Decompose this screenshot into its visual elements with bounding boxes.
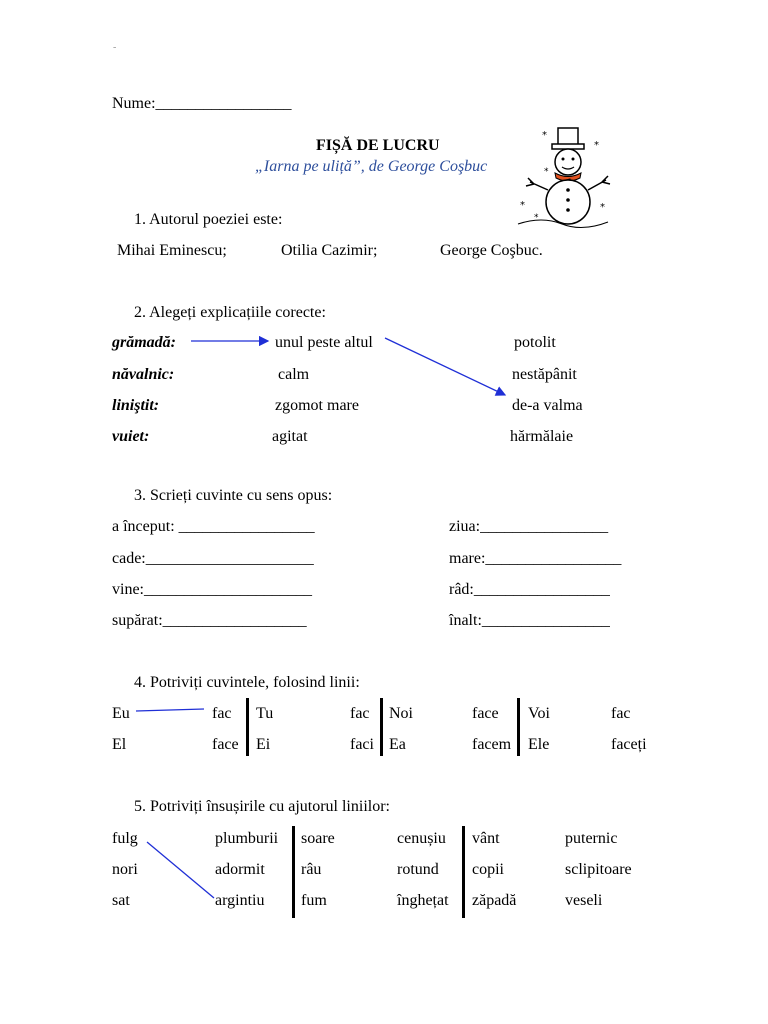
q4-word: face [212,736,239,753]
q3-left-item: vine:_____________________ [112,581,312,598]
q4-question: 4. Potriviți cuvintele, folosind linii: [134,674,360,691]
q2-term: vuiet: [112,428,150,445]
q3-right-item: râd:_________________ [449,581,610,598]
q5-word: zăpadă [472,892,517,909]
q4-word: faceți [611,736,647,753]
q2-middle-option: calm [278,366,310,383]
q4-word: Voi [528,705,550,722]
q2-middle-option: unul peste altul [275,334,373,351]
q5-word: argintiu [215,892,265,909]
q2-middle-option: zgomot mare [275,397,359,414]
q5-word: nori [112,861,138,878]
q2-right-option: potolit [514,334,556,351]
q1-option: Mihai Eminescu; [117,242,227,259]
q5-word: fulg [112,830,138,847]
q4-word: facem [472,736,512,753]
q4-word: face [472,705,499,722]
q2-term: liniştit: [112,397,160,414]
line-fulg-argintiu [147,842,214,898]
q3-right-item: mare:_________________ [449,550,622,567]
q1-option: George Coşbuc. [440,242,543,259]
page-subtitle: „Iarna pe uliță”, de George Coşbuc [255,158,488,175]
q4-word: fac [350,705,370,722]
q5-word: râu [301,861,322,878]
q3-left-item: cade:_____________________ [112,550,314,567]
q2-term: năvalnic: [112,366,175,383]
q5-word: sat [112,892,130,909]
q3-right-item: ziua:________________ [449,518,609,535]
q2-right-option: hărmălaie [510,428,574,445]
svg-text:*: * [542,130,547,141]
q3-left-item: a început: _________________ [112,518,315,535]
svg-text:*: * [600,202,605,213]
q2-right-option: nestăpânit [512,366,577,383]
q5-word: sclipitoare [565,861,632,878]
svg-text:*: * [544,167,549,177]
q1-option: Otilia Cazimir; [281,242,378,259]
svg-text:*: * [534,213,539,223]
q5-word: veseli [565,892,603,909]
q4-word: Tu [256,705,274,722]
q3-question: 3. Scrieți cuvinte cu sens opus: [134,487,333,504]
q4-word: Noi [389,705,413,722]
q4-word: fac [212,705,232,722]
q5-word: adormit [215,861,265,878]
page-title: FIȘĂ DE LUCRU [316,137,440,154]
q2-right-option: de-a valma [512,397,583,414]
q4-word: Ea [389,736,406,753]
q5-word: rotund [397,861,439,878]
line-eu [136,709,204,711]
svg-text:*: * [520,200,525,211]
q4-word: Ele [528,736,550,753]
q2-question: 2. Alegeți explicațiile corecte: [134,304,326,321]
q2-middle-option: agitat [272,428,308,445]
arrow-unul-devalma [385,338,505,395]
q5-word: fum [301,892,327,909]
name-field: Nume:_________________ [112,95,292,112]
q5-word: înghețat [397,892,449,909]
q2-term: grămadă: [112,334,176,351]
q5-word: cenușiu [397,830,446,847]
q3-right-item: înalt:________________ [449,612,610,629]
q5-word: puternic [565,830,618,847]
q4-word: faci [350,736,374,753]
q4-word: El [112,736,127,753]
corner-mark: - [113,42,117,53]
q4-word: fac [611,705,631,722]
q4-word: Ei [256,736,271,753]
q3-left-item: supărat:__________________ [112,612,307,629]
q5-word: vânt [472,830,500,847]
q5-word: plumburii [215,830,279,847]
q1-question: 1. Autorul poeziei este: [134,211,283,228]
q4-word: Eu [112,705,130,722]
q5-question: 5. Potriviți însușirile cu ajutorul liniilor: [134,798,390,815]
q5-word: soare [301,830,335,847]
q5-word: copii [472,861,504,878]
svg-text:*: * [594,140,599,151]
